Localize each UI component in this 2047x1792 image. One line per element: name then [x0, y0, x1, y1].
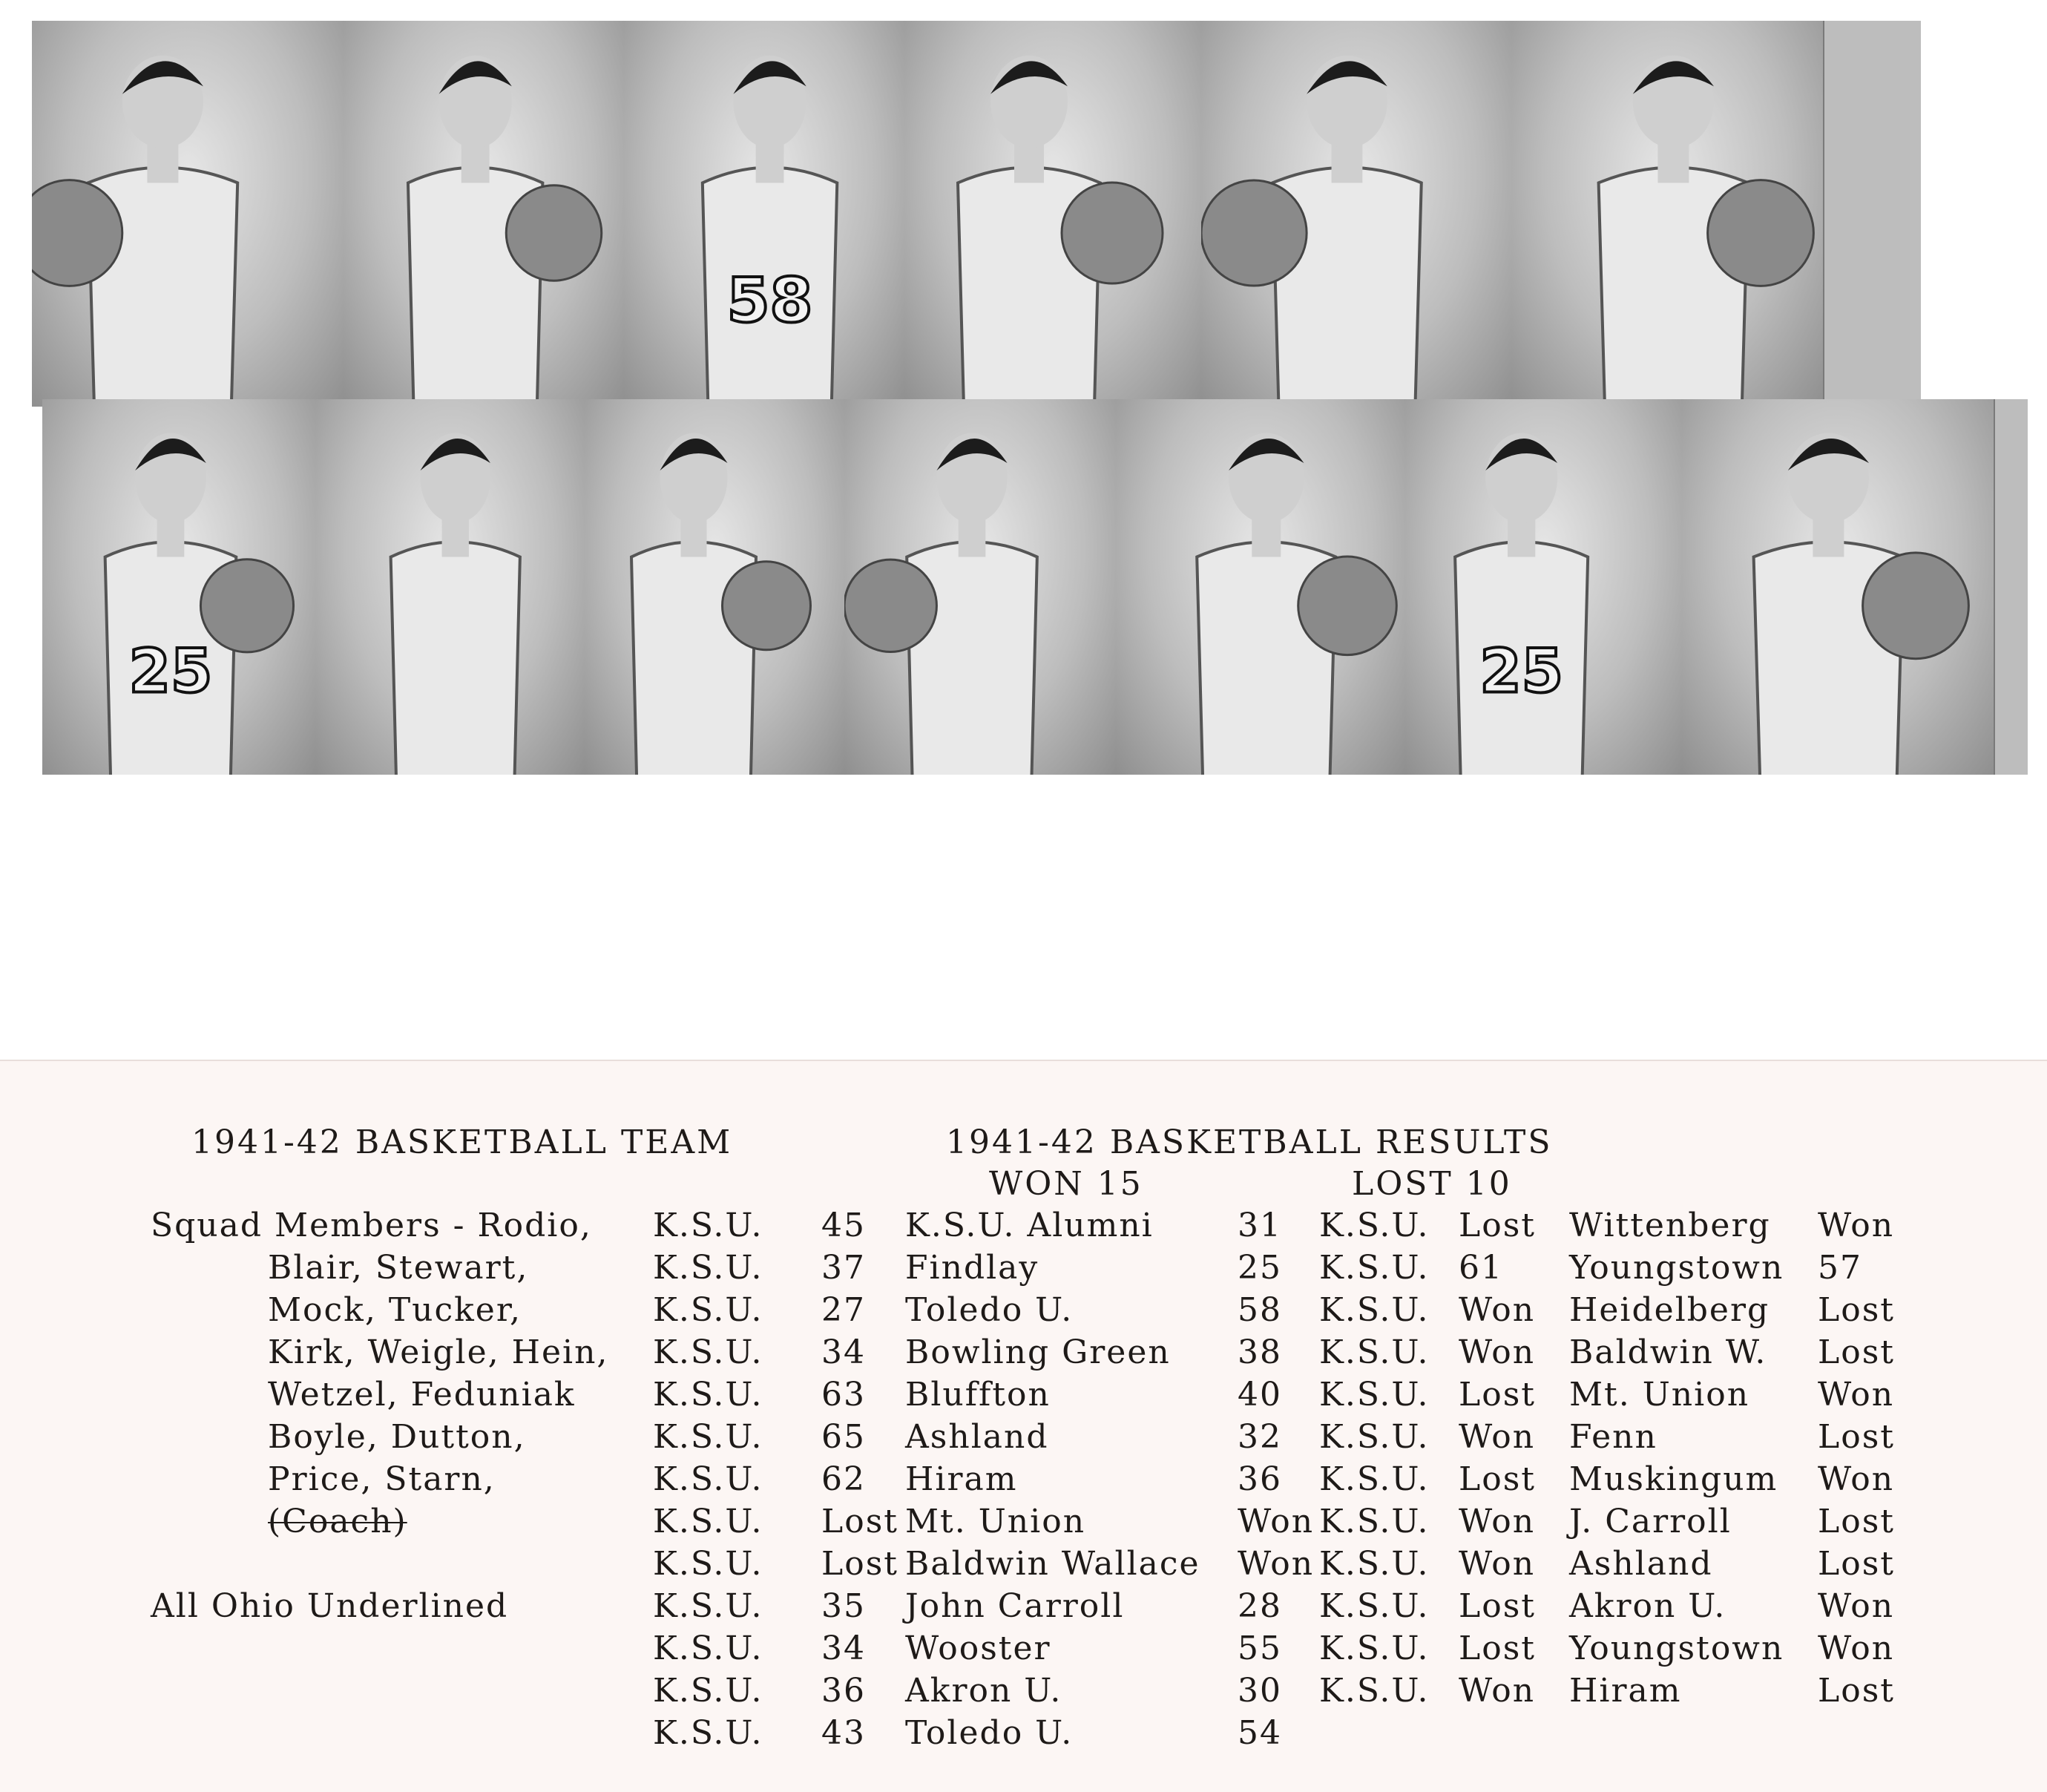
coach-label: (Coach) — [268, 1503, 407, 1540]
opponent-cell: Baldwin W. — [1569, 1333, 1767, 1371]
result-cell: Lost — [1459, 1207, 1536, 1244]
opponent-result-cell: Won — [1818, 1629, 1895, 1667]
score-cell: 43 — [821, 1714, 866, 1752]
result-cell: Won — [1459, 1672, 1536, 1710]
opponent-cell: J. Carroll — [1569, 1503, 1732, 1540]
opponent-score-cell: 40 — [1238, 1376, 1282, 1414]
opponent-cell: John Carroll — [905, 1587, 1125, 1625]
team-cell: K.S.U. — [1319, 1376, 1430, 1414]
player-photo — [1116, 399, 1407, 775]
score-cell: 34 — [821, 1333, 866, 1371]
score-cell: 63 — [821, 1376, 866, 1414]
team-cell: K.S.U. — [653, 1249, 763, 1287]
opponent-score-cell: 31 — [1238, 1207, 1282, 1244]
result-cell: Lost — [1459, 1629, 1536, 1667]
team-cell: K.S.U. — [653, 1376, 763, 1414]
opponent-cell: Wooster — [905, 1629, 1051, 1667]
opponent-result-cell: Lost — [1818, 1672, 1895, 1710]
squad-line: Boyle, Dutton, — [268, 1418, 526, 1456]
opponent-result-cell: Lost — [1818, 1291, 1895, 1329]
player-photo — [1405, 399, 1683, 775]
score-cell: 34 — [821, 1629, 866, 1667]
result-cell: Won — [1459, 1333, 1536, 1371]
opponent-cell: Bowling Green — [905, 1333, 1171, 1371]
opponent-result-cell: 57 — [1818, 1249, 1862, 1287]
player-photo — [42, 399, 317, 775]
player-photo — [624, 21, 906, 407]
team-cell: K.S.U. — [653, 1503, 763, 1540]
opponent-result-cell: Won — [1818, 1207, 1895, 1244]
team-cell: K.S.U. — [653, 1587, 763, 1625]
player-photo — [344, 21, 625, 407]
player-photo — [32, 21, 345, 407]
lost-count: LOST 10 — [1352, 1165, 1512, 1203]
score-cell: 45 — [821, 1207, 866, 1244]
team-title: 1941-42 BASKETBALL TEAM — [191, 1123, 733, 1161]
opponent-cell: Mt. Union — [905, 1503, 1086, 1540]
opponent-score-cell: 54 — [1238, 1714, 1282, 1752]
opponent-cell: Akron U. — [1569, 1587, 1726, 1625]
player-photo — [1201, 21, 1513, 407]
opponent-result-cell: Won — [1818, 1460, 1895, 1498]
team-cell: K.S.U. — [653, 1207, 763, 1244]
team-cell: K.S.U. — [1319, 1249, 1430, 1287]
team-cell: K.S.U. — [1319, 1587, 1430, 1625]
team-cell: K.S.U. — [653, 1629, 763, 1667]
team-cell: K.S.U. — [653, 1333, 763, 1371]
player-photo — [315, 399, 586, 775]
score-cell: Lost — [821, 1503, 898, 1540]
squad-line: Mock, Tucker, — [268, 1291, 522, 1329]
team-cell: K.S.U. — [1319, 1672, 1430, 1710]
player-photo — [904, 21, 1203, 407]
opponent-result-cell: Lost — [1818, 1545, 1895, 1583]
svg-text:58: 58 — [726, 264, 813, 337]
opponent-score-cell: Won — [1238, 1545, 1315, 1583]
squad-line: Squad Members - Rodio, — [151, 1207, 592, 1244]
squad-line: Price, Starn, — [268, 1460, 496, 1498]
result-cell: Lost — [1459, 1587, 1536, 1625]
score-cell: 35 — [821, 1587, 866, 1625]
score-cell: 27 — [821, 1291, 866, 1329]
team-cell: K.S.U. — [1319, 1207, 1430, 1244]
opponent-result-cell: Won — [1818, 1376, 1895, 1414]
all-ohio-note: All Ohio Underlined — [151, 1587, 509, 1625]
team-cell: K.S.U. — [1319, 1333, 1430, 1371]
score-cell: 36 — [821, 1672, 866, 1710]
team-cell: K.S.U. — [1319, 1460, 1430, 1498]
opponent-score-cell: 55 — [1238, 1629, 1282, 1667]
team-cell: K.S.U. — [1319, 1418, 1430, 1456]
opponent-cell: Muskingum — [1569, 1460, 1778, 1498]
opponent-cell: Wittenberg — [1569, 1207, 1771, 1244]
result-cell: 61 — [1459, 1249, 1503, 1287]
opponent-result-cell: Lost — [1818, 1418, 1895, 1456]
opponent-result-cell: Lost — [1818, 1503, 1895, 1540]
score-cell: 37 — [821, 1249, 866, 1287]
result-cell: Won — [1459, 1418, 1536, 1456]
opponent-cell: Youngstown — [1569, 1629, 1784, 1667]
opponent-score-cell: 25 — [1238, 1249, 1282, 1287]
opponent-cell: Akron U. — [905, 1672, 1062, 1710]
won-count: WON 15 — [989, 1165, 1143, 1203]
team-cell: K.S.U. — [653, 1291, 763, 1329]
team-cell: K.S.U. — [653, 1545, 763, 1583]
results-card — [0, 1060, 2047, 1792]
results-title: 1941-42 BASKETBALL RESULTS — [946, 1123, 1553, 1161]
opponent-cell: Baldwin Wallace — [905, 1545, 1200, 1583]
result-cell: Won — [1459, 1291, 1536, 1329]
svg-text:25: 25 — [1479, 637, 1563, 707]
score-cell: Lost — [821, 1545, 898, 1583]
team-cell: K.S.U. — [653, 1714, 763, 1752]
result-cell: Lost — [1459, 1460, 1536, 1498]
result-cell: Won — [1459, 1503, 1536, 1540]
opponent-cell: Heidelberg — [1569, 1291, 1770, 1329]
score-cell: 62 — [821, 1460, 866, 1498]
team-cell: K.S.U. — [653, 1418, 763, 1456]
player-photos-bottom-row — [42, 399, 2028, 775]
opponent-cell: Hiram — [905, 1460, 1018, 1498]
opponent-cell: Ashland — [1569, 1545, 1713, 1583]
opponent-score-cell: 32 — [1238, 1418, 1282, 1456]
opponent-cell: Bluffton — [905, 1376, 1051, 1414]
player-photo — [1682, 399, 1995, 775]
opponent-score-cell: 36 — [1238, 1460, 1282, 1498]
team-cell: K.S.U. — [653, 1672, 763, 1710]
team-cell: K.S.U. — [1319, 1503, 1430, 1540]
squad-line: Blair, Stewart, — [268, 1249, 529, 1287]
player-photo — [844, 399, 1117, 775]
opponent-score-cell: 28 — [1238, 1587, 1282, 1625]
opponent-score-cell: Won — [1238, 1503, 1315, 1540]
opponent-cell: Findlay — [905, 1249, 1039, 1287]
team-cell: K.S.U. — [653, 1460, 763, 1498]
team-cell: K.S.U. — [1319, 1629, 1430, 1667]
score-cell: 65 — [821, 1418, 866, 1456]
svg-text:25: 25 — [128, 637, 213, 707]
opponent-result-cell: Lost — [1818, 1333, 1895, 1371]
opponent-cell: Ashland — [905, 1418, 1049, 1456]
result-cell: Lost — [1459, 1376, 1536, 1414]
opponent-cell: Youngstown — [1569, 1249, 1784, 1287]
opponent-cell: Hiram — [1569, 1672, 1682, 1710]
opponent-cell: Fenn — [1569, 1418, 1657, 1456]
squad-line: Kirk, Weigle, Hein, — [268, 1333, 609, 1371]
team-cell: K.S.U. — [1319, 1545, 1430, 1583]
player-photo — [585, 399, 846, 775]
opponent-cell: Toledo U. — [905, 1714, 1074, 1752]
opponent-result-cell: Won — [1818, 1587, 1895, 1625]
opponent-score-cell: 38 — [1238, 1333, 1282, 1371]
player-photo — [1511, 21, 1824, 407]
opponent-score-cell: 58 — [1238, 1291, 1282, 1329]
opponent-cell: Toledo U. — [905, 1291, 1074, 1329]
team-cell: K.S.U. — [1319, 1291, 1430, 1329]
result-cell: Won — [1459, 1545, 1536, 1583]
player-photos-top-row — [32, 21, 1921, 407]
opponent-cell: Mt. Union — [1569, 1376, 1750, 1414]
squad-line: Wetzel, Feduniak — [268, 1376, 576, 1414]
opponent-score-cell: 30 — [1238, 1672, 1282, 1710]
opponent-cell: K.S.U. Alumni — [905, 1207, 1154, 1244]
